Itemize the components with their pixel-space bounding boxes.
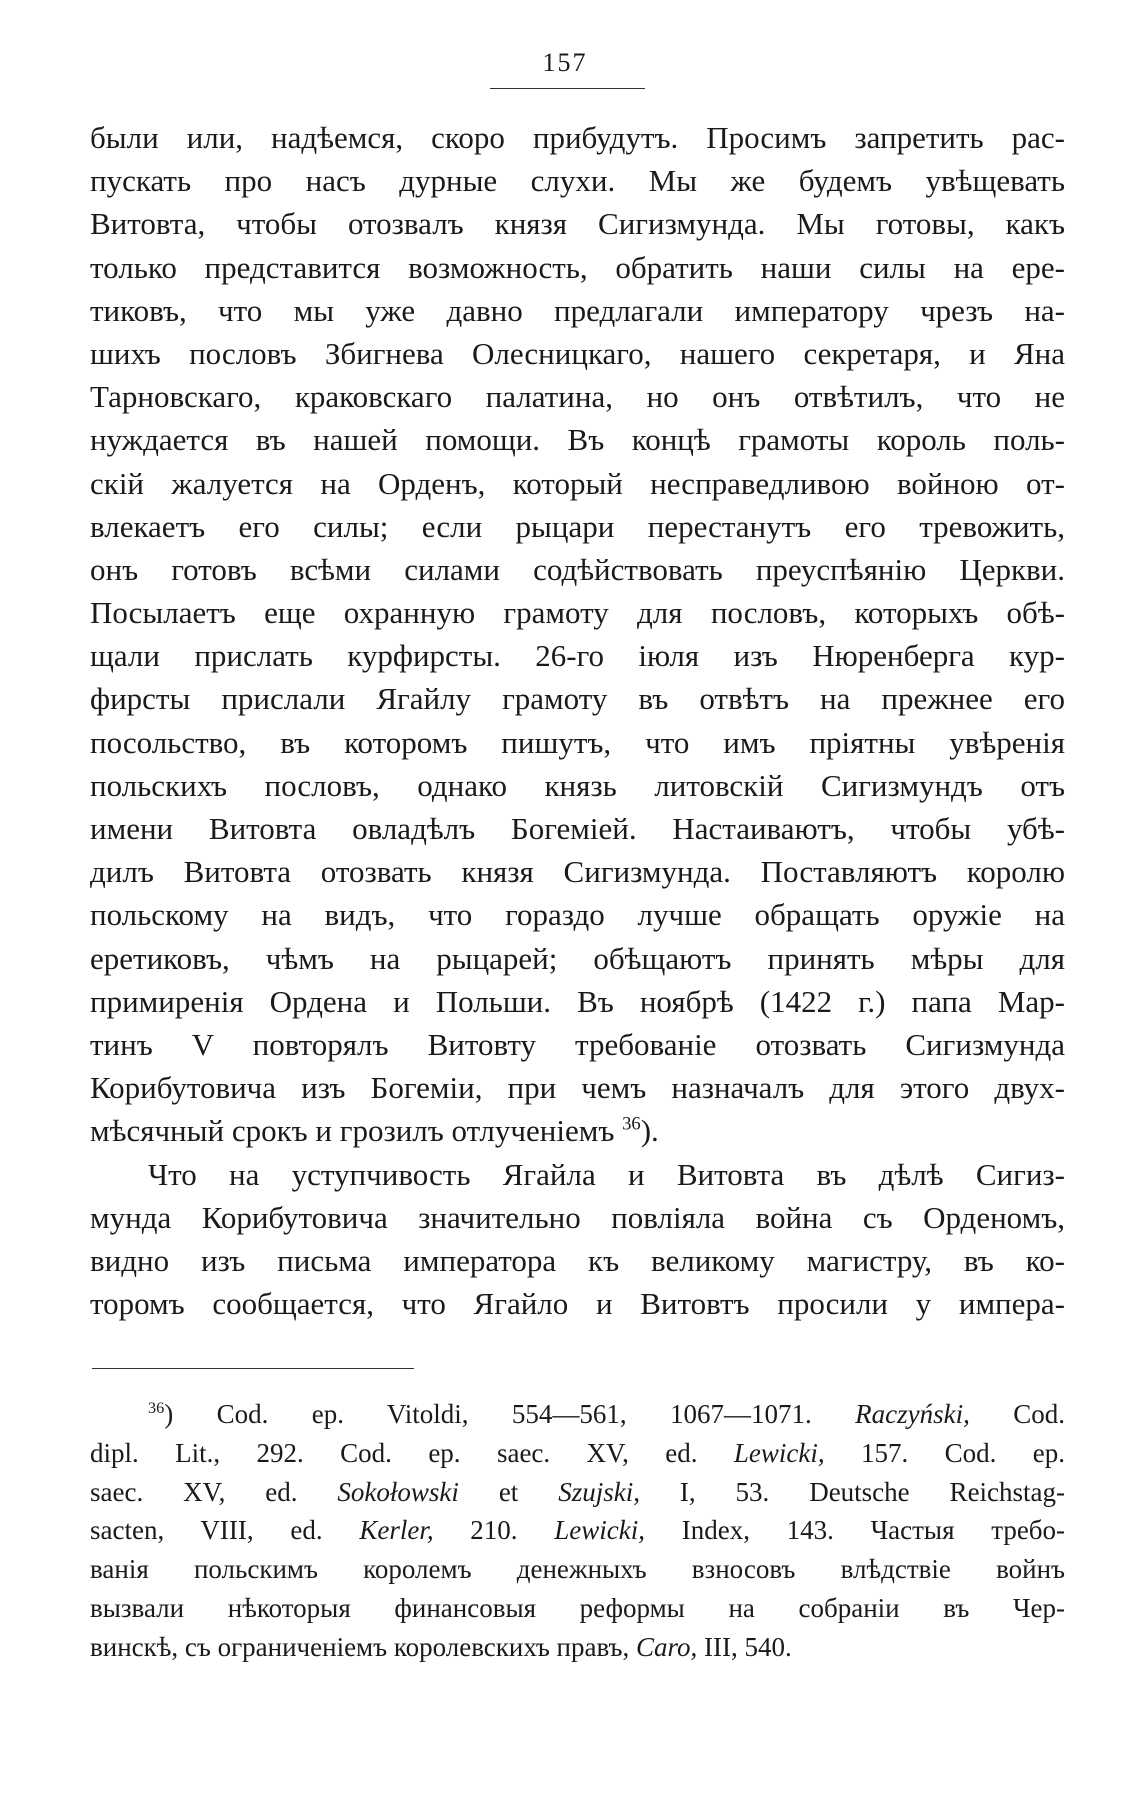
- footnote-rule: [92, 1368, 414, 1369]
- text-line: примиренія Ордена и Польши. Въ ноябрѣ (1422 г.) папа Мар-: [90, 983, 1065, 1019]
- footnote-author: Sokołowski: [337, 1476, 459, 1507]
- footnote-line: [90, 1511, 1065, 1550]
- footnote-text: ) Cod. ep. Vitoldi, 554—561, 1067—1071.: [164, 1399, 812, 1429]
- text-line: тинъ V повторялъ Витовту требованіе отозвать Сигизмунда: [90, 1026, 1065, 1062]
- footnote-text: Index, 143. Частыя требо-: [681, 1515, 1065, 1546]
- footnote-author: Raczyński,: [855, 1399, 970, 1429]
- footnote-line: вызвали нѣкоторыя финансовыя реформы на собраніи въ Чер-: [90, 1592, 1065, 1623]
- text-line: фирсты прислали Ягайлу грамоту въ отвѣтъ на прежнее его: [90, 681, 1065, 717]
- footnote-author: Kerler,: [359, 1515, 434, 1546]
- text-line: Посылаетъ еще охранную грамоту для пословъ, которыхъ обѣ-: [90, 595, 1065, 631]
- text-line-part: мѣсячный срокъ и грозилъ отлученіемъ: [90, 1113, 615, 1149]
- footnote-line: [90, 1434, 1065, 1473]
- text-line: скій жалуется на Орденъ, который несправедливою войною от-: [90, 465, 1065, 501]
- text-line: польскому на видъ, что гораздо лучше обращать оружіе на: [90, 897, 1065, 933]
- text-line: торомъ сообщается, что Ягайло и Витовтъ просили у импера-: [90, 1286, 1065, 1322]
- text-line-part: ).: [640, 1113, 659, 1149]
- main-text: [90, 116, 1065, 1325]
- text-line: тиковъ, что мы уже давно предлагали императору чрезъ на-: [90, 292, 1065, 328]
- text-line: Корибутовича изъ Богеміи, при чемъ назначалъ для этого двух-: [90, 1070, 1065, 1106]
- text-line: только представится возможность, обратить наши силы на ере-: [90, 249, 1065, 285]
- footnote-text: 157. Cod. ep.: [861, 1437, 1065, 1468]
- text-line: еретиковъ, чѣмъ на рыцарей; обѣщаютъ принять мѣры для: [90, 940, 1065, 976]
- page-number-rule: [490, 88, 645, 89]
- footnote-line: [90, 1473, 1065, 1512]
- text-line: дилъ Витовта отозвать князя Сигизмунда. Поставляютъ королю: [90, 854, 1065, 890]
- footnote-text: I, 53. Deutsche Reichstag-: [679, 1476, 1065, 1507]
- footnote-line: [90, 1628, 1065, 1667]
- footnote-text: dipl. Lit., 292. Cod. ep. saec. XV, ed.: [90, 1437, 698, 1468]
- footnote-author: Lewicki,: [554, 1515, 645, 1546]
- text-line: были или, надѣемся, скоро прибудутъ. Просимъ запретить рас-: [90, 120, 1065, 155]
- text-line: онъ готовъ всѣми силами содѣйствовать преуспѣянію Церкви.: [90, 551, 1065, 587]
- footnote-author: Szujski,: [558, 1476, 640, 1507]
- footnote-line: [90, 1395, 1065, 1434]
- text-line: пускать про насъ дурные слухи. Мы же будемъ увѣщевать: [90, 163, 1065, 199]
- text-line: нуждается въ нашей помощи. Въ концѣ грамоты король поль-: [90, 422, 1065, 458]
- text-line: щали прислать курфирсты. 26-го іюля изъ Нюренберга кур-: [90, 638, 1065, 674]
- footnote-line: ванія польскимъ королемъ денежныхъ взносовъ влѣдствіе войнъ: [90, 1554, 1065, 1585]
- page-number: 157: [542, 48, 588, 77]
- text-line: Что на уступчивость Ягайла и Витовта въ дѣлѣ Сигиз-: [148, 1156, 1065, 1192]
- text-line: посольство, въ которомъ пишутъ, что имъ пріятны увѣренія: [90, 724, 1065, 760]
- footnote-text: III, 540.: [704, 1631, 792, 1662]
- footnote-author: Caro,: [636, 1631, 698, 1662]
- footnote-text: et: [498, 1476, 519, 1507]
- footnote-text: Cod.: [1013, 1399, 1065, 1429]
- text-line: [90, 1109, 1065, 1152]
- text-line: имени Витовта овладѣлъ Богеміей. Настаиваютъ, чтобы убѣ-: [90, 811, 1065, 846]
- footnote-text: винскѣ, съ ограниченіемъ королевскихъ правъ,: [90, 1631, 630, 1662]
- text-line: Тарновскаго, краковскаго палатина, но онъ отвѣтилъ, что не: [90, 379, 1065, 415]
- footnote-text: 210.: [470, 1515, 518, 1546]
- footnote-ref[interactable]: 36: [622, 1113, 641, 1135]
- footnote: [90, 1395, 1065, 1667]
- text-line: мунда Корибутовича значительно повліяла война съ Орденомъ,: [90, 1199, 1065, 1235]
- text-line: видно изъ письма императора къ великому магистру, въ ко-: [90, 1242, 1065, 1278]
- footnote-text: sacten, VIII, ed.: [90, 1515, 323, 1546]
- footnote-text: saec. XV, ed.: [90, 1476, 298, 1507]
- text-line: польскихъ пословъ, однако князь литовскій Сигизмундъ отъ: [90, 767, 1065, 803]
- footnote-author: Lewicki,: [733, 1437, 825, 1468]
- footnote-marker: 36: [148, 1399, 165, 1417]
- text-line: шихъ пословъ Збигнева Олесницкаго, нашего секретаря, и Яна: [90, 335, 1065, 371]
- text-line: влекаетъ его силы; если рыцари перестанутъ его тревожить,: [90, 508, 1065, 544]
- text-line: Витовта, чтобы отозвалъ князя Сигизмунда. Мы готовы, какъ: [90, 206, 1065, 242]
